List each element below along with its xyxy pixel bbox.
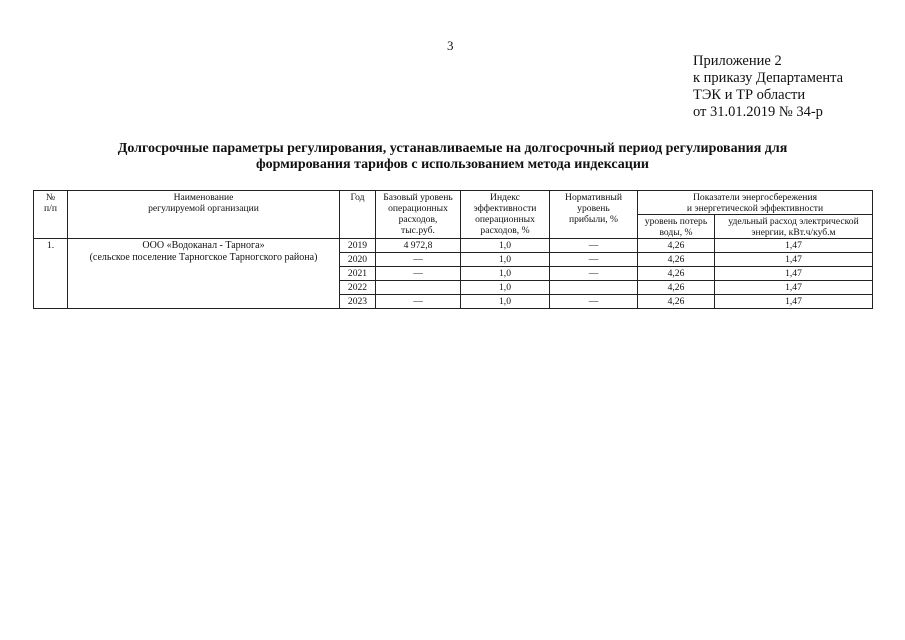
cell-profit-level bbox=[550, 281, 638, 295]
document-title bbox=[40, 141, 865, 173]
header-profit-line-1: Нормативный bbox=[565, 192, 622, 203]
cell-year: 2021 bbox=[340, 267, 376, 281]
regulation-parameters-table bbox=[33, 190, 873, 309]
cell-water-loss: 4,26 bbox=[638, 267, 715, 281]
cell-efficiency-index: 1,0 bbox=[461, 267, 550, 281]
table-row bbox=[34, 239, 873, 253]
cell-water-loss: 4,26 bbox=[638, 295, 715, 309]
header-loss-line-2: воды, % bbox=[659, 227, 693, 238]
cell-profit-level: — bbox=[550, 267, 638, 281]
header-base-line-3: расходов, bbox=[398, 214, 438, 225]
header-num-line-2: п/п bbox=[44, 203, 57, 214]
cell-energy-consumption: 1,47 bbox=[715, 281, 873, 295]
header-index-line-4: расходов, % bbox=[480, 225, 530, 236]
cell-base-expenses bbox=[376, 281, 461, 295]
header-base-line-2: операционных bbox=[388, 203, 448, 214]
header-profit-level bbox=[550, 191, 638, 239]
header-water-loss bbox=[638, 215, 715, 239]
appendix-reference bbox=[693, 53, 843, 121]
cell-efficiency-index: 1,0 bbox=[461, 239, 550, 253]
cell-energy-consumption: 1,47 bbox=[715, 295, 873, 309]
header-base-line-1: Базовый уровень bbox=[383, 192, 453, 203]
header-index-line-2: эффективности bbox=[473, 203, 537, 214]
appendix-line-1: Приложение 2 bbox=[693, 53, 782, 69]
appendix-line-2: к приказу Департамента bbox=[693, 70, 844, 86]
header-year: Год bbox=[340, 191, 376, 239]
cell-efficiency-index: 1,0 bbox=[461, 281, 550, 295]
header-index-line-3: операционных bbox=[475, 214, 535, 225]
cell-base-expenses: — bbox=[376, 295, 461, 309]
header-num-line-1: № bbox=[45, 192, 56, 203]
cell-year: 2020 bbox=[340, 253, 376, 267]
organization-name bbox=[68, 239, 340, 309]
cell-base-expenses: 4 972,8 bbox=[376, 239, 461, 253]
cell-profit-level: — bbox=[550, 239, 638, 253]
cell-energy-consumption: 1,47 bbox=[715, 239, 873, 253]
organization-name-line-2: (сельское поселение Тарногское Тарногского района) bbox=[89, 252, 318, 263]
title-line-1: Долгосрочные параметры регулирования, устанавливаемые на долгосрочный период регулирования для bbox=[117, 141, 788, 156]
header-org-name-line-1: Наименование bbox=[173, 192, 234, 203]
cell-energy-consumption: 1,47 bbox=[715, 267, 873, 281]
organization-name-line-1: ООО «Водоканал - Тарнога» bbox=[142, 240, 265, 251]
page-number: 3 bbox=[447, 38, 454, 53]
header-org-name-line-2: регулируемой организации bbox=[148, 203, 259, 214]
header-base-expenses bbox=[376, 191, 461, 239]
cell-energy-consumption: 1,47 bbox=[715, 253, 873, 267]
title-line-2: формирования тарифов с использованием метода индексации bbox=[256, 157, 649, 172]
header-efficiency-index bbox=[461, 191, 550, 239]
cell-year: 2022 bbox=[340, 281, 376, 295]
cell-water-loss: 4,26 bbox=[638, 281, 715, 295]
cell-profit-level: — bbox=[550, 253, 638, 267]
header-num bbox=[34, 191, 68, 239]
header-energy-line-2: и энергетической эффективности bbox=[686, 203, 824, 214]
appendix-line-4: от 31.01.2019 № 34-р bbox=[693, 104, 823, 120]
header-energy-consumption bbox=[715, 215, 873, 239]
header-consumption-line-1: удельный расход электрической bbox=[728, 216, 859, 227]
header-energy-indicators bbox=[638, 191, 873, 215]
cell-profit-level: — bbox=[550, 295, 638, 309]
header-loss-line-1: уровень потерь bbox=[644, 216, 708, 227]
header-base-line-4: тыс.руб. bbox=[401, 225, 435, 236]
header-profit-line-2: уровень bbox=[577, 203, 610, 214]
cell-efficiency-index: 1,0 bbox=[461, 253, 550, 267]
cell-base-expenses: — bbox=[376, 267, 461, 281]
cell-base-expenses: — bbox=[376, 253, 461, 267]
header-profit-line-3: прибыли, % bbox=[568, 214, 619, 225]
header-consumption-line-2: энергии, кВт.ч/куб.м bbox=[751, 227, 836, 238]
header-energy-line-1: Показатели энергосбережения bbox=[693, 192, 817, 203]
cell-year: 2023 bbox=[340, 295, 376, 309]
row-number: 1. bbox=[34, 239, 68, 309]
appendix-line-3: ТЭК и ТР области bbox=[693, 87, 806, 103]
header-org-name bbox=[68, 191, 340, 239]
cell-year: 2019 bbox=[340, 239, 376, 253]
cell-water-loss: 4,26 bbox=[638, 239, 715, 253]
header-index-line-1: Индекс bbox=[490, 192, 520, 203]
cell-efficiency-index: 1,0 bbox=[461, 295, 550, 309]
cell-water-loss: 4,26 bbox=[638, 253, 715, 267]
